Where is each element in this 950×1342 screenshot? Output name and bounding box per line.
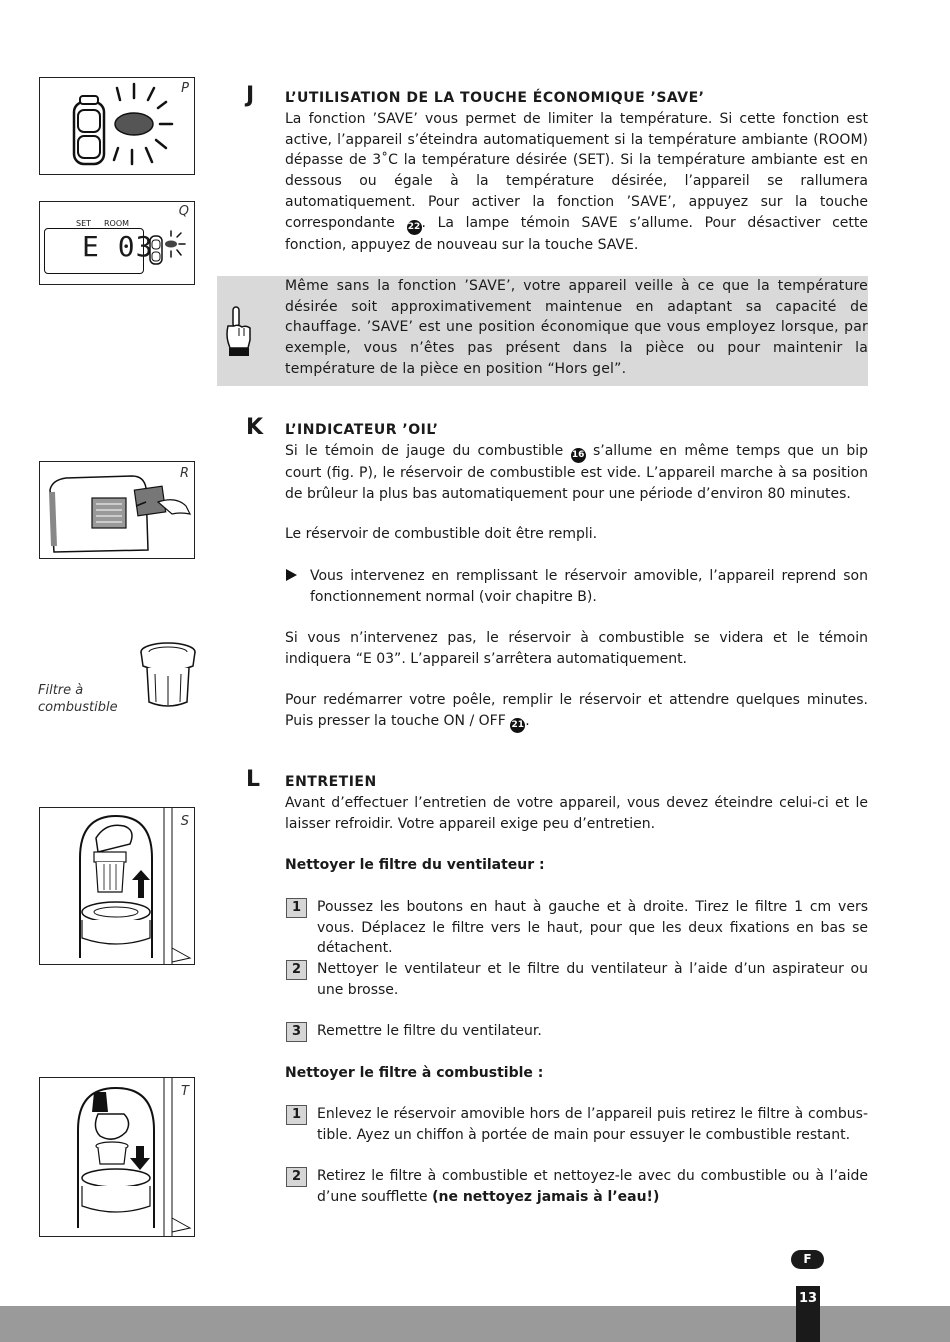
section-k-paragraph-3: Si vous n’intervenez pas, le réservoir à combustible se videra et le témoin indiquera “E 03”. L’appareil s’arrêtera automatiquement. [285, 630, 868, 667]
q-error-code: E 03 [82, 230, 154, 263]
page-number [796, 1286, 820, 1342]
language-badge: F [791, 1250, 824, 1269]
fan-step-1-number: 1 [286, 898, 307, 918]
section-k-title: L’INDICATEUR ’OIL’ [285, 422, 439, 438]
section-k-paragraph-1 [285, 441, 868, 504]
section-k-bullet: Vous intervenez en remplissant le réservoir amovible, l’appareil reprend son fonctionnement normal (voir chapitre B). [310, 568, 868, 605]
fan-step-3-text: Remettre le filtre du ventilateur. [317, 1023, 542, 1039]
figure-p [39, 77, 195, 175]
fuel-step-2-text [317, 1166, 868, 1207]
section-k-text-c: Pour redémarrer votre poêle, remplir le réservoir et attendre quelques minutes. Puis presser la touche ON / OFF [285, 692, 868, 729]
note-text: Même sans la fonction ’SAVE’, votre appareil veille à ce que la température désirée soit approximativement maintenue en adaptant sa capacité de chauffage. ’SAVE’ est une position économique que vous employez lorsque, par exemple, vous n’êtes pas présent dans la pièce ou pour maintenir la température de la pièce en position “Hors gel”. [285, 278, 868, 377]
insert-fuel-filter-down-illustration [40, 1078, 194, 1236]
fuel-step-2-main: Retirez le filtre à combustible et nettoyez-le avec du combustible ou à l’aide d’une soufflette [317, 1168, 868, 1205]
section-l-letter: L [246, 767, 261, 792]
fan-step-1-text: Poussez les boutons en haut à gauche et à droite. Tirez le filtre 1 cm vers vous. Déplacez le filtre vers le haut, pour que les deux fixations en bas se détachent. [317, 899, 868, 957]
q-room-label: ROOM [104, 219, 130, 228]
figure-q-label: Q [178, 204, 189, 219]
section-k-paragraph-2: Le réservoir de combustible doit être rempli. [285, 526, 598, 542]
fuel-filter-heading: Nettoyer le filtre à combustible : [285, 1065, 544, 1081]
section-j-title: L’UTILISATION DE LA TOUCHE ÉCONOMIQUE ’SAVE’ [285, 90, 705, 106]
section-l-intro: Avant d’effectuer l’entretien de votre appareil, vous devez éteindre celui-ci et le laisser refroidir. Votre appareil exige peu d’entretien. [285, 795, 868, 832]
fuel-step-2-warning: (ne nettoyez jamais à l’eau!) [432, 1188, 660, 1205]
section-k-text-d: . [525, 712, 530, 729]
save-button-illustration [40, 78, 194, 174]
fan-step-2-text: Nettoyer le ventilateur et le filtre du ventilateur à l’aide d’un aspirateur ou une brosse. [317, 961, 868, 998]
fuel-step-1-number: 1 [286, 1105, 307, 1125]
ref-22-icon: 22 [407, 220, 422, 235]
section-j-paragraph [285, 109, 868, 255]
fuel-step-2-number: 2 [286, 1167, 307, 1187]
fuel-filter-illustration [137, 640, 199, 710]
ref-21-icon: 21 [510, 718, 525, 733]
figure-r [39, 461, 195, 559]
section-j-text-b: . La lampe témoin SAVE s’allume. Pour désactiver cette fonction, appuyez de nouveau sur la touche SAVE. [285, 214, 868, 253]
ref-16-icon: 16 [571, 448, 586, 463]
section-l-title: ENTRETIEN [285, 774, 377, 790]
section-k-text-a: Si le témoin de jauge du combustible [285, 443, 571, 459]
fan-step-3-number: 3 [286, 1022, 307, 1042]
heater-fan-filter-illustration [40, 462, 194, 558]
figure-s [39, 807, 195, 965]
section-j-text-a: La fonction ’SAVE’ vous permet de limiter la température. Si cette fonction est active, l’appareil s’éteindra automatiquement si la température ambiante (ROOM) dépasse de 3˚C la température désirée (SET). Si la température ambiante est en dessous ou égale à la température désirée, l’appareil se rallumera automatiquement. Pour activer la fonction ’SAVE’, appuyez sur la touche correspondante [285, 111, 868, 231]
pointing-hand-icon [224, 306, 254, 358]
figure-q [39, 201, 195, 285]
q-set-label: SET [76, 219, 92, 228]
figure-p-label: P [181, 81, 189, 96]
figure-r-label: R [179, 466, 189, 481]
page-number-text: 13 [798, 1291, 818, 1306]
figure-s-label: S [180, 814, 189, 829]
bullet-arrow-icon [286, 569, 297, 581]
oil-indicator-illustration [144, 226, 194, 276]
fan-filter-heading: Nettoyer le filtre du ventilateur : [285, 857, 545, 873]
figure-t-label: T [181, 1084, 189, 1099]
figure-t [39, 1077, 195, 1237]
fuel-filter-caption-line1: Filtre à [38, 683, 84, 698]
section-j-letter: J [246, 83, 255, 108]
fuel-filter-caption [38, 682, 118, 716]
fuel-filter-caption-line2: combustible [38, 700, 118, 715]
section-k-letter: K [246, 415, 264, 440]
fuel-step-1-text: Enlevez le réservoir amovible hors de l’appareil puis retirez le filtre à combustible. Ayez un chiffon à portée de main pour essuyer le combustible restant. [317, 1106, 868, 1143]
remove-fuel-filter-up-illustration [40, 808, 194, 964]
section-k-text-b: s’allume en même temps que un bip court (fig. P), le réservoir de combustible est vide. L’appareil marche à sa position de brûleur la plus bas automatiquement pour une période d’environ 80 minutes. [285, 443, 868, 502]
fan-step-2-number: 2 [286, 960, 307, 980]
section-k-paragraph-4 [285, 690, 868, 733]
